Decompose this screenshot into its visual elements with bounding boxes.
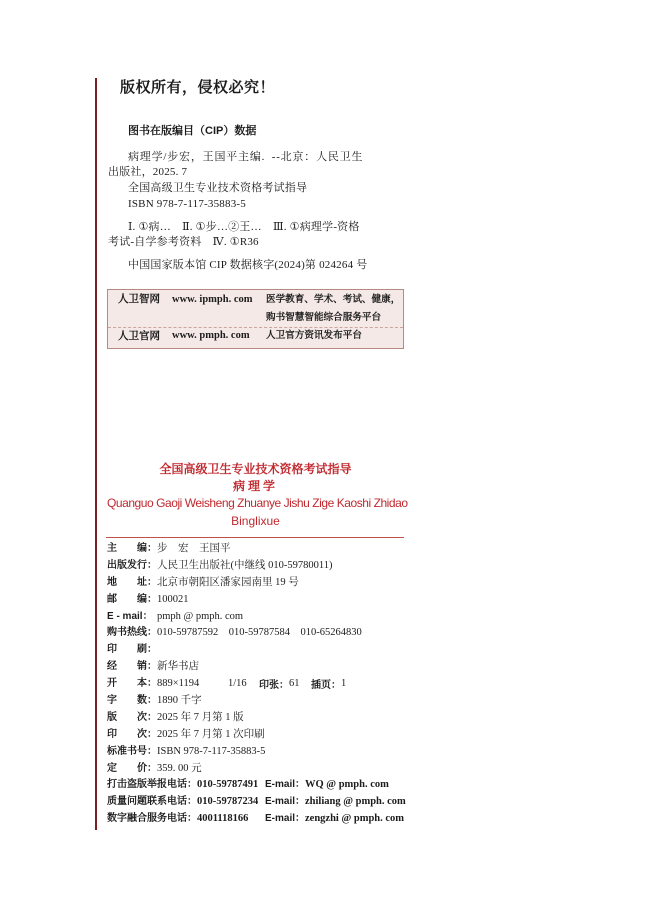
copyright-notice: 版权所有，侵权必究！	[120, 79, 276, 96]
info-value: 北京市朝阳区潘家园南里 19 号	[157, 576, 299, 588]
info-label: 出版发行：	[107, 559, 157, 571]
info-row-edition	[107, 710, 437, 727]
hotline-phone: 010-59787491	[197, 779, 259, 791]
info-row-distributor	[107, 659, 437, 676]
info-row-isbn	[107, 744, 437, 761]
inserts-label: 插页：	[311, 680, 341, 692]
hotline-email-label: E-mail：	[265, 813, 306, 825]
hotline-email-label: E-mail：	[265, 779, 306, 791]
info-label: 字 数：	[107, 695, 157, 707]
website-description-line: 购书智慧智能综合服务平台	[266, 312, 382, 323]
info-row-printer	[107, 642, 437, 659]
website-url: www. pmph. com	[172, 330, 250, 341]
format-sheets	[259, 676, 311, 695]
website-row-pmph	[108, 328, 403, 348]
info-value: 359. 00 元	[157, 762, 202, 774]
info-label: 经 销：	[107, 661, 157, 673]
format-fraction: 1/16	[228, 678, 247, 690]
title-divider	[106, 537, 404, 538]
website-description-line: 人卫官方资讯发布平台	[266, 330, 362, 341]
book-title-pinyin: Binglixue	[231, 514, 280, 528]
hotline-label: 数字融合服务电话：	[107, 813, 197, 825]
info-value: 1890 千字	[157, 695, 202, 707]
hotline-email: zhiliang @ pmph. com	[305, 796, 406, 808]
info-row-word-count	[107, 693, 437, 710]
info-row-publisher	[107, 558, 437, 575]
format-size: 889×1194	[157, 678, 200, 690]
hotline-email: WQ @ pmph. com	[305, 779, 389, 791]
info-row-address	[107, 575, 437, 592]
info-label: 标准书号：	[107, 745, 157, 757]
hotline-label: 打击盗版举报电话：	[107, 779, 197, 791]
info-label: 印 刷：	[107, 644, 157, 656]
inserts-value: 1	[341, 678, 347, 690]
info-label: 邮 编：	[107, 593, 157, 605]
sheets-label: 印张：	[259, 680, 289, 692]
info-row-format	[107, 676, 437, 693]
cip-line-1: 病理学/步宏，王国平主编. --北京：人民卫生	[128, 151, 364, 163]
info-value: 010-59787592 010-59787584 010-65264830	[157, 627, 362, 639]
cip-line-3: 全国高级卫生专业技术资格考试指导	[128, 182, 308, 194]
series-title: 全国高级卫生专业技术资格考试指导	[159, 462, 352, 476]
info-value: pmph @ pmph. com	[157, 610, 244, 622]
cip-line-5: Ⅰ. ①病… Ⅱ. ①步…②王… Ⅲ. ①病理学-资格	[128, 221, 360, 233]
info-row-printing	[107, 727, 437, 744]
info-label: 购书热线：	[107, 627, 157, 639]
info-row-postcode	[107, 592, 437, 609]
website-name: 人卫智网	[118, 293, 160, 305]
cip-line-7: 中国国家版本馆 CIP 数据核字(2024)第 024264 号	[128, 259, 368, 271]
hotline-row-quality	[107, 794, 437, 811]
info-label: E - mail：	[107, 610, 153, 622]
publication-info	[107, 541, 437, 828]
cip-line-6: 考试-自学参考资料 Ⅳ. ①R36	[108, 236, 259, 248]
info-row-email	[107, 609, 437, 626]
info-label: 定 价：	[107, 762, 157, 774]
website-row-ipmph	[108, 290, 403, 328]
website-name: 人卫官网	[118, 330, 160, 342]
info-label: 开 本：	[107, 678, 157, 690]
info-value: 2025 年 7 月第 1 版	[157, 711, 244, 723]
series-title-pinyin: Quanguo Gaoji Weisheng Zhuanye Jishu Zige Kaoshi Zhidao	[107, 496, 408, 510]
website-box	[107, 289, 404, 349]
info-row-order-hotline	[107, 625, 437, 642]
info-label: 印 次：	[107, 728, 157, 740]
hotline-row-digital	[107, 811, 437, 828]
website-description-line: 医学教育、学术、考试、健康，	[266, 294, 401, 305]
info-label: 主 编：	[107, 543, 157, 554]
info-value: 2025 年 7 月第 1 次印刷	[157, 728, 265, 740]
info-value: 步 宏 王国平	[157, 543, 231, 554]
info-value: 100021	[157, 593, 189, 605]
hotline-email: zengzhi @ pmph. com	[305, 813, 405, 825]
cip-heading: 图书在版编目（CIP）数据	[128, 125, 257, 137]
hotline-phone: 4001118166	[197, 813, 249, 825]
sheets-value: 61	[289, 678, 300, 690]
cip-line-2: 出版社，2025. 7	[108, 166, 188, 178]
left-margin-rule	[95, 78, 97, 830]
hotline-phone: 010-59787234	[197, 796, 259, 808]
website-description	[266, 291, 400, 327]
info-label: 地 址：	[107, 576, 157, 588]
info-row-price	[107, 761, 437, 778]
hotline-label: 质量问题联系电话：	[107, 796, 197, 808]
hotline-email-label: E-mail：	[265, 796, 306, 808]
info-value: 人民卫生出版社(中继线 010-59780011)	[157, 559, 333, 571]
info-label: 版 次：	[107, 711, 157, 723]
hotline-row-antipiracy	[107, 777, 437, 794]
website-description	[266, 328, 362, 344]
info-value: ISBN 978-7-117-35883-5	[157, 745, 266, 757]
book-title: 病理学	[232, 479, 278, 493]
info-value: 新华书店	[157, 661, 199, 673]
website-url: www. ipmph. com	[172, 294, 253, 305]
info-row-editor	[107, 541, 437, 558]
cip-line-4: ISBN 978-7-117-35883-5	[128, 198, 246, 210]
